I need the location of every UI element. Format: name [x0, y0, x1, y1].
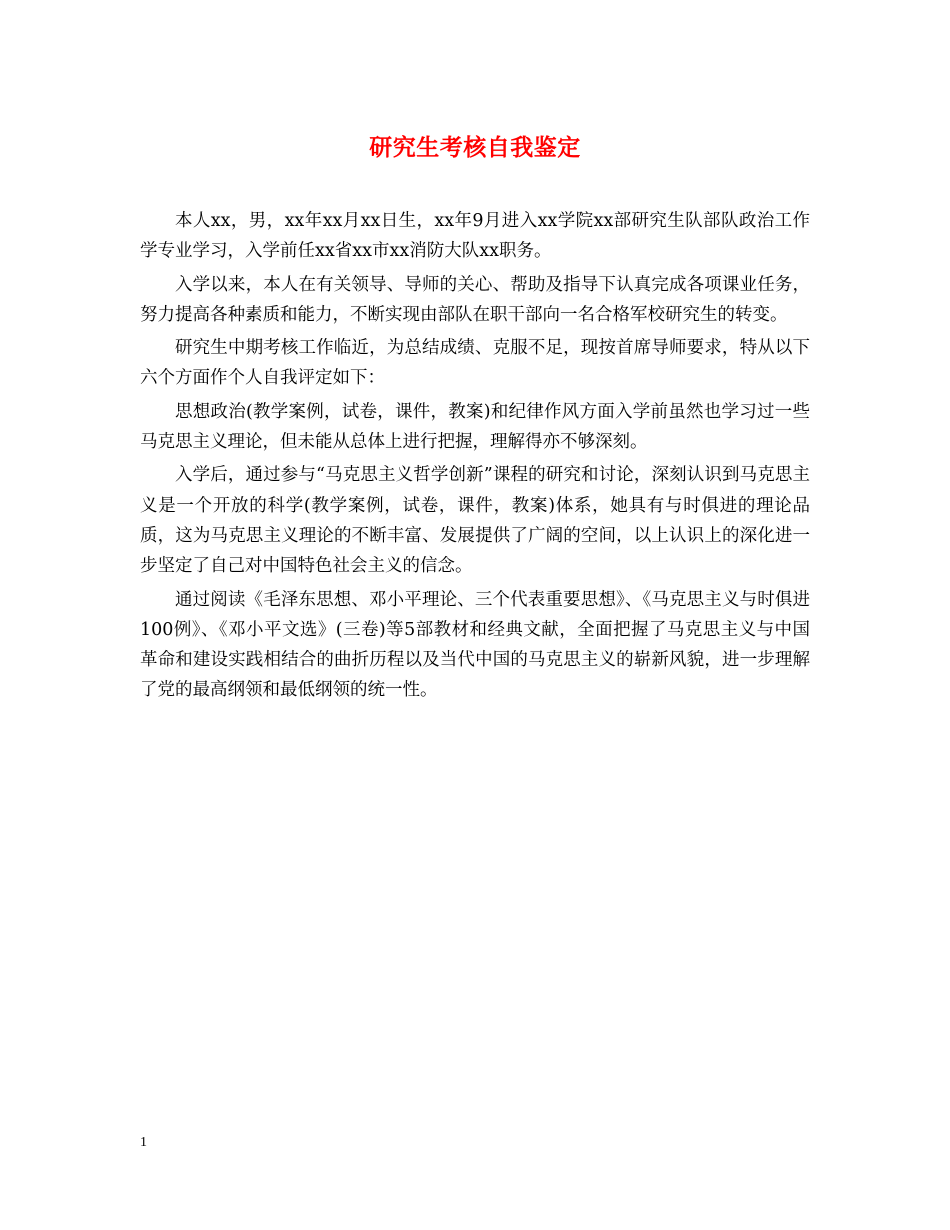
paragraph-1: 本人xx，男，xx年xx月xx日生，xx年9月进入xx学院xx部研究生队部队政治工作学专业学习，入学前任xx省xx市xx消防大队xx职务。 — [140, 211, 810, 262]
paragraph-3: 研究生中期考核工作临近，为总结成绩、克服不足，现按首席导师要求，特从以下六个方面作个人自我评定如下： — [140, 338, 810, 389]
paragraph-5: 入学后，通过参与“马克思主义哲学创新”课程的研究和讨论，深刻认识到马克思主义是一个开放的科学(教学案例，试卷，课件，教案)体系，她具有与时俱进的理论品质，这为马克思主义理论的不断丰富、发展提供了广阔的空间，以上认识上的深化进一步坚定了自己对中国特色社会主义的信念。 — [140, 465, 810, 577]
paragraph-4: 思想政治(教学案例，试卷，课件，教案)和纪律作风方面入学前虽然也学习过一些马克思主义理论，但未能从总体上进行把握，理解得亦不够深刻。 — [140, 401, 810, 453]
paragraph-6: 通过阅读《毛泽东思想、邓小平理论、三个代表重要思想》、《马克思主义与时俱进100例》、《邓小平文选》(三卷)等5部教材和经典文献，全面把握了马克思主义与中国革命和建设实践相结合的曲折历程以及当代中国的马克思主义的崭新风貌，进一步理解了党的最高纲领和最低纲领的统一性。 — [140, 589, 810, 701]
document-body — [140, 206, 810, 709]
document-title: 研究生考核自我鉴定 — [369, 134, 581, 161]
page-number: 1 — [140, 1135, 147, 1150]
paragraph-2: 入学以来，本人在有关领导、导师的关心、帮助及指导下认真完成各项课业任务，努力提高各种素质和能力，不断实现由部队在职干部向一名合格军校研究生的转变。 — [140, 274, 810, 325]
